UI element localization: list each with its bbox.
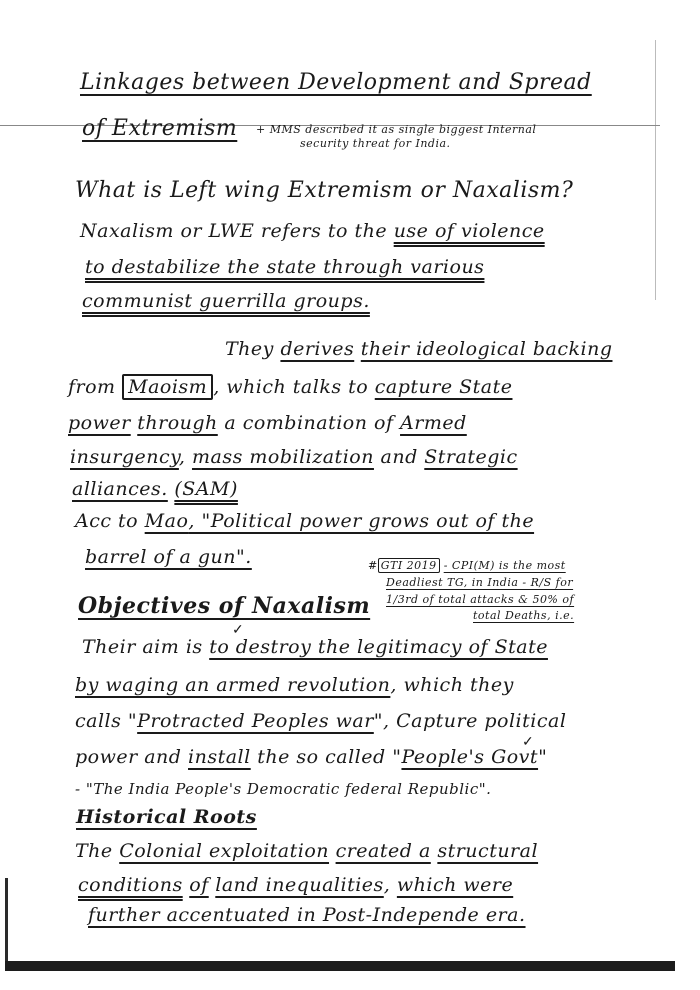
scan-left-border bbox=[5, 878, 8, 970]
historical-underlined: conditions bbox=[78, 874, 183, 896]
ideology-underlined: alliances. bbox=[72, 478, 168, 500]
objectives-underlined: to destroy the legitimacy of State bbox=[209, 636, 548, 658]
definition-text: Naxalism or LWE refers to the bbox=[80, 220, 388, 242]
historical-underlined: which were bbox=[396, 874, 514, 896]
peoples-govt-underlined: People's Govt bbox=[401, 746, 539, 768]
title-line-1 bbox=[80, 72, 592, 94]
quote-text: , "Political power grows out of the bbox=[188, 510, 535, 532]
objectives-word: the so called " bbox=[257, 746, 402, 768]
objectives-underlined: by waging an armed revolution bbox=[75, 674, 391, 696]
title-text-1: Linkages between Development and Spread bbox=[80, 70, 592, 95]
title-text-2: of Extremism bbox=[82, 116, 238, 141]
historical-word: , bbox=[383, 874, 391, 896]
objectives-line-2 bbox=[75, 676, 514, 695]
ideology-word: from bbox=[68, 376, 116, 398]
ideology-word: and bbox=[380, 446, 418, 468]
ideology-word: They bbox=[225, 338, 274, 360]
definition-line-2: to destabilize the state through various bbox=[85, 256, 485, 278]
objectives-word: " bbox=[538, 746, 548, 768]
historical-line-1 bbox=[75, 842, 538, 861]
historical-word: The bbox=[75, 840, 113, 862]
historical-line-2 bbox=[78, 876, 513, 895]
side-note-mms bbox=[256, 124, 536, 149]
ideology-line-2 bbox=[68, 378, 512, 397]
ideology-underlined: their ideological backing bbox=[360, 338, 613, 360]
objectives-word: , which they bbox=[390, 674, 514, 696]
gti-boxed: GTI 2019 bbox=[378, 558, 440, 573]
side-note-gti bbox=[368, 560, 574, 621]
gti-line-2: Deadliest TG, in India - R/S for bbox=[386, 576, 574, 589]
check-mark-icon: ✓ bbox=[522, 734, 534, 750]
gti-text: - CPI(M) is the most bbox=[443, 559, 566, 572]
ideology-underlined: capture State bbox=[374, 376, 513, 398]
ideology-line-5 bbox=[72, 480, 238, 499]
ideology-underlined: insurgency bbox=[70, 446, 179, 468]
objectives-line-5: - "The India People's Democratic federal Republic". bbox=[75, 780, 492, 798]
objectives-line-3 bbox=[75, 712, 566, 731]
historical-line-3: further accentuated in Post-Independe era. bbox=[88, 904, 526, 926]
ideology-word: , bbox=[178, 446, 186, 468]
title-line-2 bbox=[82, 118, 237, 140]
definition-highlight: use of violence bbox=[393, 220, 545, 242]
mao-quote-line-2: barrel of a gun". bbox=[85, 546, 252, 568]
mao-quote-line-1 bbox=[75, 512, 534, 531]
ideology-line-1 bbox=[225, 340, 612, 359]
protracted-war-underlined: Protracted Peoples war bbox=[137, 710, 374, 732]
historical-underlined: created a bbox=[335, 840, 431, 862]
objectives-heading: Objectives of Naxalism bbox=[78, 593, 371, 619]
scan-right-edge bbox=[655, 40, 656, 300]
definition-line-1 bbox=[80, 222, 545, 241]
ideology-underlined: power bbox=[68, 412, 131, 434]
historical-underlined: land inequalities bbox=[215, 874, 384, 896]
historical-heading: Historical Roots bbox=[76, 806, 257, 828]
historical-underlined: Colonial exploitation bbox=[119, 840, 330, 862]
maoism-boxed: Maoism bbox=[122, 374, 213, 400]
ideology-underlined: Strategic bbox=[424, 446, 518, 468]
objectives-line-4 bbox=[75, 748, 547, 767]
side-note-mms-line-2: security threat for India. bbox=[300, 137, 451, 150]
quote-lead: Acc to bbox=[75, 510, 139, 532]
check-mark-icon: ✓ bbox=[232, 622, 244, 638]
objectives-word: calls " bbox=[75, 710, 138, 732]
ideology-word: , which talks to bbox=[213, 376, 369, 398]
gti-line-1 bbox=[368, 560, 574, 571]
ideology-underlined: derives bbox=[280, 338, 355, 360]
objectives-word: ", Capture political bbox=[373, 710, 567, 732]
question-heading: What is Left wing Extremism or Naxalism? bbox=[75, 178, 574, 203]
sam-abbreviation: (SAM) bbox=[174, 478, 238, 500]
historical-underlined: structural bbox=[437, 840, 539, 862]
ideology-underlined: mass mobilization bbox=[191, 446, 374, 468]
mao-underlined: Mao bbox=[144, 510, 189, 532]
definition-line-3: communist guerrilla groups. bbox=[82, 290, 370, 312]
scan-bottom-border bbox=[5, 961, 675, 971]
hash-mark: # bbox=[368, 559, 378, 572]
side-note-mms-line-1: + MMS described it as single biggest Internal bbox=[256, 123, 537, 136]
ideology-underlined: through bbox=[137, 412, 218, 434]
historical-underlined: of bbox=[189, 874, 209, 896]
ideology-underlined: Armed bbox=[400, 412, 467, 434]
ideology-line-3 bbox=[68, 414, 467, 433]
gti-line-4: total Deaths, i.e. bbox=[473, 609, 575, 622]
ideology-word: a combination of bbox=[224, 412, 394, 434]
objectives-word: Their aim is bbox=[82, 636, 203, 658]
objectives-underlined: install bbox=[188, 746, 251, 768]
objectives-word: power and bbox=[75, 746, 182, 768]
gti-line-3: 1/3rd of total attacks & 50% of bbox=[386, 593, 575, 606]
objectives-line-1 bbox=[82, 638, 548, 657]
ideology-line-4 bbox=[70, 448, 518, 467]
